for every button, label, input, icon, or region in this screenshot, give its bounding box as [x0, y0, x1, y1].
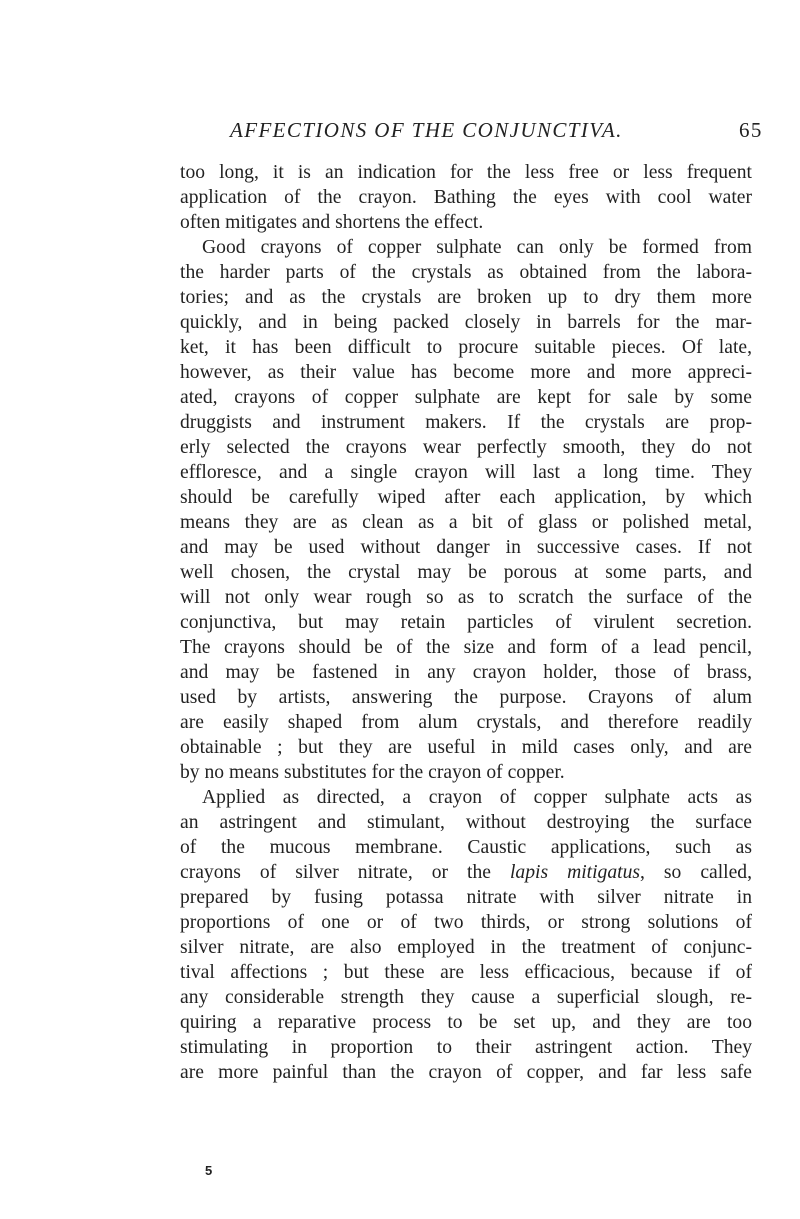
text-line: and may be used without danger in successive cases. If not — [180, 537, 752, 558]
text-line: however, as their value has become more and more appreci- — [180, 362, 752, 383]
text-line: are easily shaped from alum crystals, and therefore readily — [180, 712, 752, 733]
text-line: quickly, and in being packed closely in barrels for the mar- — [180, 312, 752, 333]
text-line: by no means substitutes for the crayon of copper. — [180, 762, 565, 783]
text-line: used by artists, answering the purpose. Crayons of alum — [180, 687, 752, 708]
text-line: crayons of silver nitrate, or the lapis mitigatus, so called, — [180, 862, 752, 883]
text-line: Applied as directed, a crayon of copper sulphate acts as — [202, 787, 752, 808]
text-line: druggists and instrument makers. If the crystals are prop- — [180, 412, 752, 433]
text-line: erly selected the crayons wear perfectly smooth, they do not — [180, 437, 752, 458]
signature-mark: 5 — [205, 1163, 213, 1178]
text-line: will not only wear rough so as to scratch the surface of the — [180, 587, 752, 608]
page-number: 65 — [739, 118, 763, 142]
text-line: effloresce, and a single crayon will last a long time. They — [180, 462, 752, 483]
text-line: obtainable ; but they are useful in mild cases only, and are — [180, 737, 752, 758]
text-line: means they are as clean as a bit of glass or polished metal, — [180, 512, 752, 533]
text-line: often mitigates and shortens the effect. — [180, 212, 484, 233]
text-line: silver nitrate, are also employed in the treatment of conjunc- — [180, 937, 752, 958]
text-line: well chosen, the crystal may be porous at some parts, and — [180, 562, 752, 583]
running-head — [230, 118, 763, 150]
text-line: tories; and as the crystals are broken up to dry them more — [180, 287, 752, 308]
running-title: AFFECTIONS OF THE CONJUNCTIVA. — [230, 118, 623, 142]
text-line: any considerable strength they cause a superficial slough, re- — [180, 987, 752, 1008]
text-line: prepared by fusing potassa nitrate with silver nitrate in — [180, 887, 752, 908]
text-line: conjunctiva, but may retain particles of virulent secretion. — [180, 612, 752, 633]
text-line: the harder parts of the crystals as obtained from the labora- — [180, 262, 752, 283]
body-text — [180, 160, 752, 1085]
text-line: an astringent and stimulant, without destroying the surface — [180, 812, 752, 833]
text-line: are more painful than the crayon of copper, and far less safe — [180, 1062, 752, 1083]
text-line: too long, it is an indication for the less free or less frequent — [180, 162, 752, 183]
text-line: stimulating in proportion to their astringent action. They — [180, 1037, 752, 1058]
text-line: application of the crayon. Bathing the eyes with cool water — [180, 187, 752, 208]
text-line: of the mucous membrane. Caustic applications, such as — [180, 837, 752, 858]
text-line: ated, crayons of copper sulphate are kept for sale by some — [180, 387, 752, 408]
text-line: should be carefully wiped after each application, by which — [180, 487, 752, 508]
text-line: quiring a reparative process to be set up, and they are too — [180, 1012, 752, 1033]
text-line: tival affections ; but these are less efficacious, because if of — [180, 962, 752, 983]
text-line: Good crayons of copper sulphate can only be formed from — [202, 237, 752, 258]
text-line: ket, it has been difficult to procure suitable pieces. Of late, — [180, 337, 752, 358]
latin-term: lapis mitigatus — [509, 862, 641, 883]
text-line: and may be fastened in any crayon holder, those of brass, — [180, 662, 752, 683]
text-line: The crayons should be of the size and form of a lead pencil, — [180, 637, 752, 658]
text-line: proportions of one or of two thirds, or strong solutions of — [180, 912, 752, 933]
